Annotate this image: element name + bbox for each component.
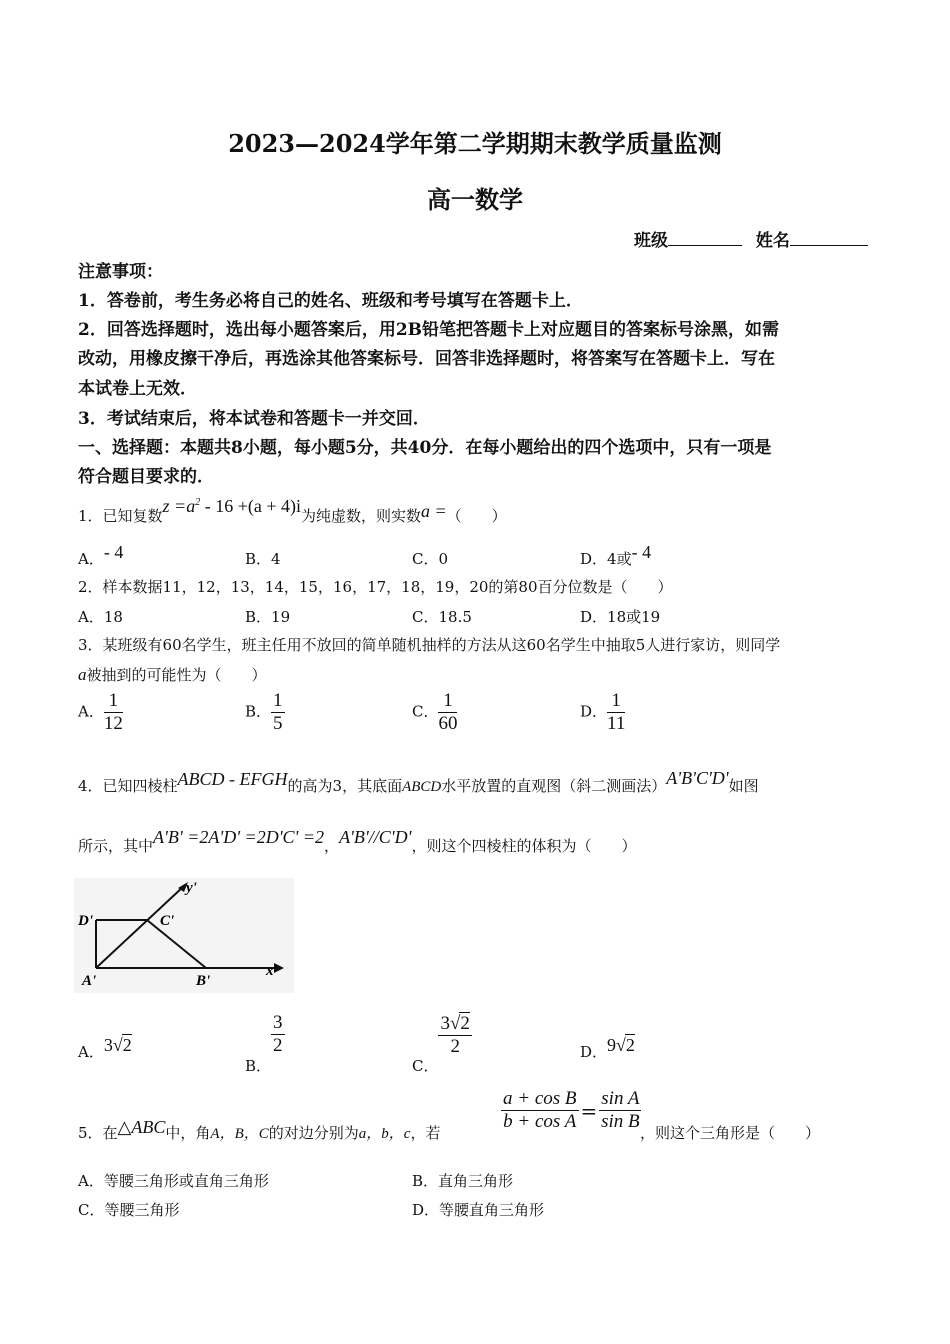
q4-option-a[interactable] <box>78 1035 132 1062</box>
section-heading-line1: 一、选择题：本题共8小题，每小题5分，共40分．在每小题给出的四个选项中，只有一项是 <box>78 438 772 458</box>
q1-exp: 2 <box>195 497 201 508</box>
q5-option-b[interactable]: B．直角三角形 <box>412 1172 514 1190</box>
q1-var: a = <box>421 501 447 521</box>
q4-option-d[interactable] <box>580 1035 635 1062</box>
q2-option-c[interactable]: C．18.5 <box>412 608 472 626</box>
q3-option-a[interactable] <box>78 690 123 735</box>
label-a: A' <box>82 973 97 989</box>
q3-c-den: 60 <box>438 713 458 734</box>
notice-item-1: 1．答卷前，考生务必将自己的姓名、班级和考号填写在答题卡上． <box>78 291 583 311</box>
q3-var: a <box>78 665 87 684</box>
q4-prism: ABCD - EFGH <box>177 769 288 789</box>
q4-comma: ， <box>324 837 340 855</box>
q1-end: （ ） <box>446 507 507 525</box>
class-label: 班级 <box>634 231 668 251</box>
q3-a-num: 1 <box>104 690 123 713</box>
q2-option-a[interactable]: A．18 <box>78 608 123 626</box>
q5-mid2: 的对边分别为 <box>268 1124 359 1142</box>
question-2-stem: 2．样本数据11，12，13，14，15，16，17，18，19，20的第80百分位数是（ ） <box>78 578 673 596</box>
q1-rest: - 16 +(a + 4)i <box>200 496 301 516</box>
q4-b-frac <box>271 1012 285 1057</box>
q3-b-label: B． <box>245 702 272 721</box>
q1-option-d[interactable] <box>580 542 652 569</box>
q5-sides: a，b，c <box>358 1126 411 1142</box>
q4-a-value: 3√2 <box>103 1035 132 1055</box>
q4-c-coef: 3 <box>440 1013 450 1034</box>
q5-option-d[interactable]: D．等腰直角三角形 <box>412 1201 545 1219</box>
q1-option-c[interactable]: C．0 <box>412 550 449 568</box>
subject-title: 高一数学 <box>427 185 523 214</box>
q3-b-num: 1 <box>273 690 283 711</box>
q5-equals: = <box>580 1098 598 1123</box>
triangle-icon: △ <box>117 1117 132 1138</box>
q1-option-a[interactable] <box>78 542 124 569</box>
question-4-line2 <box>78 827 637 856</box>
q3-c-num: 1 <box>438 690 457 713</box>
q4-b-label: B． <box>245 1056 272 1075</box>
class-name-fields <box>634 226 868 251</box>
q1-d-label: D．4或 <box>580 550 632 568</box>
q5-mid3: ，若 <box>410 1124 441 1142</box>
q3-d-num: 1 <box>607 690 625 713</box>
q4-a-rad: 2 <box>122 1035 132 1055</box>
q4-b-num: 3 <box>273 1012 283 1033</box>
notice-item-3: 3．考试结束后，将本试卷和答题卡一并交回． <box>78 409 430 429</box>
q3-a-label: A． <box>78 702 104 721</box>
q4-b-den: 2 <box>273 1035 283 1056</box>
name-blank <box>790 229 868 246</box>
question-3-line2 <box>78 664 267 685</box>
notice-heading: 注意事项： <box>78 262 163 282</box>
q4-c-rad: 2 <box>460 1013 470 1034</box>
q4-mid1: 的高为3，其底面 <box>287 777 403 795</box>
q4-a-coef: 3 <box>103 1035 113 1055</box>
q4-d-value: 9√2 <box>607 1035 635 1055</box>
q3-d-den: 11 <box>607 713 626 734</box>
q4-figure <box>74 878 294 993</box>
q4-d-rad: 2 <box>625 1035 635 1055</box>
q3-b-den: 5 <box>273 713 283 734</box>
q1-option-b[interactable]: B．4 <box>245 550 281 568</box>
q5-option-a[interactable]: A．等腰三角形或直角三角形 <box>78 1172 269 1190</box>
label-y: y' <box>186 880 197 896</box>
section-heading-line2: 符合题目要求的． <box>78 467 214 487</box>
figure-background <box>74 878 294 993</box>
q3-b-frac <box>271 690 285 735</box>
q4-d-label: D． <box>580 1043 608 1061</box>
q5-stem-end: ，则这个三角形是（ ） <box>640 1124 821 1142</box>
question-4-line1 <box>78 768 759 796</box>
q5-equation <box>501 1088 641 1133</box>
q3-d-label: D． <box>580 702 608 721</box>
q4-line2-pre: 所示，其中 <box>78 837 154 855</box>
q3-option-d[interactable] <box>580 690 625 735</box>
q1-a-value: - 4 <box>103 542 124 562</box>
q5-right-frac <box>599 1088 641 1133</box>
q3-a-den: 12 <box>103 713 123 734</box>
q3-c-label: C． <box>412 702 439 721</box>
q4-option-c[interactable] <box>412 1012 472 1075</box>
q4-eq: A'B' =2A'D' =2D'C' =2 <box>153 827 325 847</box>
q5-abc: ABC <box>131 1117 166 1137</box>
q1-mid: 为纯虚数，则实数 <box>300 507 421 525</box>
q4-mid2: 水平放置的直观图（斜二测画法） <box>441 777 667 795</box>
q4-line2-end: ，则这个四棱柱的体积为（ ） <box>411 837 637 855</box>
q4-pre: 4．已知四棱柱 <box>78 777 178 795</box>
q5-right-num: sin A <box>601 1088 640 1109</box>
q2-option-b[interactable]: B．19 <box>245 608 291 626</box>
name-label: 姓名 <box>755 231 790 251</box>
q2-option-d[interactable]: D．18或19 <box>580 608 661 626</box>
notice-item-2-line1: 2．回答选择题时，选出每小题答案后，用2B铅笔把答题卡上对应题目的答案标号涂黑，如需 <box>78 320 780 340</box>
q1-a-label: A． <box>78 550 104 568</box>
q3-d-frac <box>607 690 625 735</box>
q5-pre: 5．在 <box>78 1124 118 1142</box>
q3-option-b[interactable] <box>245 690 285 735</box>
q4-end1: 如图 <box>728 777 759 795</box>
question-5-stem <box>78 1117 441 1143</box>
label-x: x' <box>266 963 278 979</box>
q4-d-coef: 9 <box>607 1035 617 1055</box>
label-d: D' <box>78 913 93 929</box>
q5-angles: A，B，C <box>210 1126 269 1142</box>
q1-z: z =a <box>162 496 196 516</box>
q4-c-num: 3√2 <box>440 1013 470 1034</box>
notice-item-2-line2: 改动，用橡皮擦干净后，再选涂其他答案标号．回答非选择题时，将答案写在答题卡上．写在 <box>78 349 775 369</box>
q4-c-frac <box>438 1012 471 1058</box>
q4-parallel: A'B'//C'D' <box>339 827 412 847</box>
q4-c-den: 2 <box>450 1036 460 1057</box>
q1-pre: 1．已知复数 <box>78 507 163 525</box>
q3-option-c[interactable] <box>412 690 457 735</box>
q5-right-den: sin B <box>601 1111 640 1132</box>
q1-d-value: - 4 <box>631 542 652 562</box>
q5-mid: 中，角 <box>165 1124 211 1142</box>
question-1-stem <box>78 496 507 526</box>
class-blank <box>668 229 742 246</box>
question-3-line1: 3．某班级有60名学生，班主任用不放回的简单随机抽样的方法从这60名学生中抽取5人进行家访，则同学 <box>78 636 781 654</box>
label-c: C' <box>160 913 175 929</box>
q4-a-label: A． <box>78 1043 104 1061</box>
q4-c-label: C． <box>412 1057 439 1075</box>
q5-option-c[interactable]: C．等腰三角形 <box>78 1201 180 1219</box>
q5-left-num: a + cos B <box>503 1088 577 1109</box>
q4-option-b[interactable] <box>245 1012 285 1075</box>
q3-a-frac <box>104 690 123 735</box>
exam-title: 2023—2024学年第二学期期末教学质量监测 <box>228 129 722 158</box>
q3-c-frac <box>438 690 457 735</box>
q4-base: ABCD <box>402 779 442 795</box>
q4-img-label: A'B'C'D' <box>666 768 729 788</box>
q1-formula <box>163 496 301 516</box>
q5-left-frac <box>501 1088 579 1133</box>
notice-item-2-line3: 本试卷上无效． <box>78 379 197 399</box>
q5-left-den: b + cos A <box>503 1111 577 1132</box>
q3-line2-text: 被抽到的可能性为（ ） <box>86 666 267 684</box>
label-b: B' <box>196 973 211 989</box>
